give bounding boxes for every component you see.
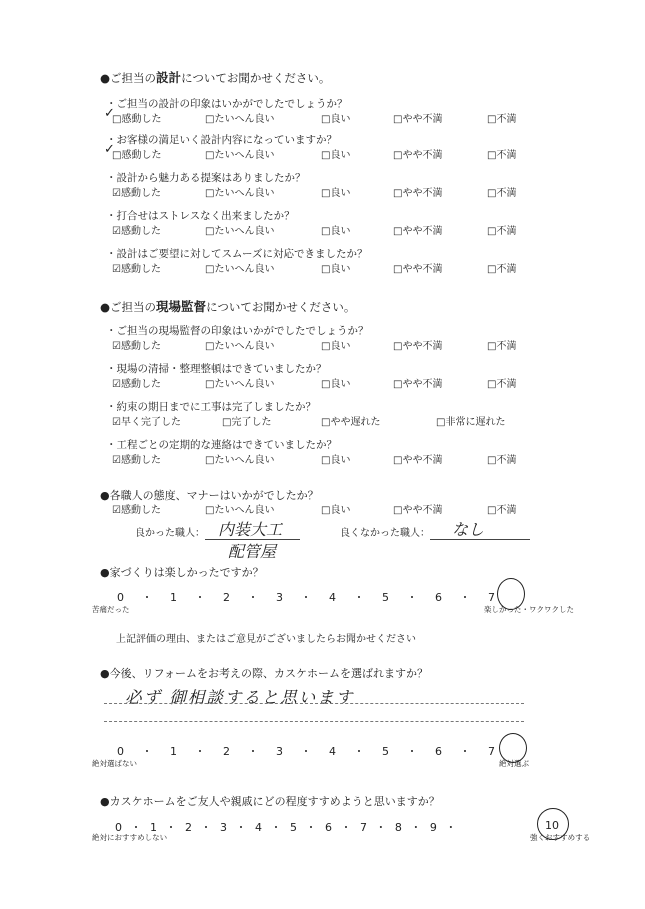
bad-craftsmen-label: 良くなかった職人： bbox=[340, 528, 430, 539]
design-q4-opt-good[interactable]: □良い bbox=[321, 226, 351, 237]
supervisor-q3-opt-early[interactable]: ☑早く完了した bbox=[112, 417, 181, 428]
design-q5-opt-very-good[interactable]: □たいへん良い bbox=[205, 264, 275, 275]
reform-scale: 0 ・ 1 ・ 2 ・ 3 ・ 4 ・ 5 ・ 6 ・ 7 bbox=[117, 745, 495, 758]
recommend-left-label: 絶対におすすめしない bbox=[92, 833, 168, 842]
supervisor-q1-opt-very-good[interactable]: □たいへん良い bbox=[205, 341, 275, 352]
good-craftsmen-label: 良かった職人： bbox=[135, 528, 205, 539]
design-q3: ・設計から魅力ある提案はありましたか？ bbox=[106, 172, 306, 184]
design-q3-opt-very-good[interactable]: □たいへん良い bbox=[205, 188, 275, 199]
design-q2-opt-unsatisfied[interactable]: □不満 bbox=[487, 150, 517, 161]
design-q1-opt-very-good[interactable]: □たいへん良い bbox=[205, 114, 275, 125]
enjoy-question: ●家づくりは楽しかったですか？ bbox=[100, 566, 264, 579]
recommend-scale: 0 ・ 1 ・ 2 ・ 3 ・ 4 ・ 5 ・ 6 ・ 7 ・ 8 ・ 9 ・ bbox=[115, 821, 457, 834]
supervisor-q4: ・工程ごとの定期的な連絡はできていましたか？ bbox=[106, 439, 337, 451]
supervisor-q4-opt-very-good[interactable]: □たいへん良い bbox=[205, 455, 275, 466]
design-q1-opt-unsatisfied[interactable]: □不満 bbox=[487, 114, 517, 125]
supervisor-q3-opt-slightly-late[interactable]: □やや遅れた bbox=[321, 417, 381, 428]
design-q5-opt-slightly-unsatisfied[interactable]: □やや不満 bbox=[393, 264, 443, 275]
design-q2-opt-very-good[interactable]: □たいへん良い bbox=[205, 150, 275, 161]
reform-question: ●今後、リフォームをお考えの際、カスケホームを選ばれますか？ bbox=[100, 667, 429, 680]
enjoy-left-label: 苦痛だった bbox=[92, 605, 130, 614]
design-q5-opt-unsatisfied[interactable]: □不満 bbox=[487, 264, 517, 275]
design-q4: ・打合せはストレスなく出来ましたか？ bbox=[106, 210, 295, 222]
craftsmen-opt-very-good[interactable]: □たいへん良い bbox=[205, 505, 275, 516]
design-q3-opt-slightly-unsatisfied[interactable]: □やや不満 bbox=[393, 188, 443, 199]
design-q5: ・設計はご要望に対してスムーズに対応できましたか？ bbox=[106, 248, 368, 260]
craftsmen-opt-moved[interactable]: ☑感動した bbox=[112, 505, 161, 516]
supervisor-q4-opt-unsatisfied[interactable]: □不満 bbox=[487, 455, 517, 466]
reform-answer-line bbox=[104, 703, 524, 704]
reform-answer[interactable]: 必ず 御相談すると思います bbox=[125, 688, 355, 707]
supervisor-q1-opt-good[interactable]: □良い bbox=[321, 341, 351, 352]
design-q3-opt-good[interactable]: □良い bbox=[321, 188, 351, 199]
design-q3-opt-unsatisfied[interactable]: □不満 bbox=[487, 188, 517, 199]
design-q4-opt-slightly-unsatisfied[interactable]: □やや不満 bbox=[393, 226, 443, 237]
craftsmen-opt-slightly-unsatisfied[interactable]: □やや不満 bbox=[393, 505, 443, 516]
supervisor-q3: ・約束の期日までに工事は完了しましたか？ bbox=[106, 401, 316, 413]
supervisor-q1-opt-moved[interactable]: ☑感動した bbox=[112, 341, 161, 352]
supervisor-q3-opt-completed[interactable]: □完了した bbox=[222, 417, 272, 428]
design-q3-opt-moved[interactable]: ☑感動した bbox=[112, 188, 161, 199]
design-q4-opt-unsatisfied[interactable]: □不満 bbox=[487, 226, 517, 237]
supervisor-q4-opt-moved[interactable]: ☑感動した bbox=[112, 455, 161, 466]
supervisor-section-title: ●ご担当の現場監督についてお聞かせください。 bbox=[100, 299, 356, 314]
reform-right-label: 絶対選ぶ bbox=[499, 759, 529, 768]
good-craftsmen-value-1[interactable]: 内装大工 bbox=[218, 520, 283, 539]
design-q2-opt-moved[interactable]: □感動した bbox=[112, 150, 162, 161]
bad-craftsmen-underline bbox=[430, 539, 530, 540]
supervisor-q2: ・現場の清掃・整理整頓はできていましたか？ bbox=[106, 363, 327, 375]
supervisor-q1: ・ご担当の現場監督の印象はいかがでしたでしょうか？ bbox=[106, 325, 369, 337]
reform-answer-line-2 bbox=[104, 721, 524, 722]
design-q2-opt-slightly-unsatisfied[interactable]: □やや不満 bbox=[393, 150, 443, 161]
supervisor-q1-opt-unsatisfied[interactable]: □不満 bbox=[487, 341, 517, 352]
reform-left-label: 絶対選ばない bbox=[92, 759, 137, 768]
supervisor-q1-opt-slightly-unsatisfied[interactable]: □やや不満 bbox=[393, 341, 443, 352]
enjoy-scale: 0 ・ 1 ・ 2 ・ 3 ・ 4 ・ 5 ・ 6 ・ 7 bbox=[117, 591, 495, 604]
good-craftsmen-value-2[interactable]: 配管屋 bbox=[228, 542, 277, 561]
design-q1-opt-good[interactable]: □良い bbox=[321, 114, 351, 125]
supervisor-q2-opt-unsatisfied[interactable]: □不満 bbox=[487, 379, 517, 390]
design-q1: ・ご担当の設計の印象はいかがでしたでしょうか？ bbox=[106, 98, 348, 110]
design-q5-opt-good[interactable]: □良い bbox=[321, 264, 351, 275]
check-mark-icon: ✓ bbox=[104, 106, 115, 121]
enjoy-right-label: 楽しかった・ワクワクした bbox=[484, 605, 574, 614]
reason-prompt: 上記評価の理由、またはご意見がございましたらお聞かせください bbox=[116, 634, 416, 645]
supervisor-q2-opt-good[interactable]: □良い bbox=[321, 379, 351, 390]
supervisor-q2-opt-slightly-unsatisfied[interactable]: □やや不満 bbox=[393, 379, 443, 390]
design-q4-opt-moved[interactable]: ☑感動した bbox=[112, 226, 161, 237]
design-q2: ・お客様の満足いく設計内容になっていますか？ bbox=[106, 134, 337, 146]
supervisor-q2-opt-very-good[interactable]: □たいへん良い bbox=[205, 379, 275, 390]
check-mark-icon: ✓ bbox=[104, 142, 115, 157]
craftsmen-opt-unsatisfied[interactable]: □不満 bbox=[487, 505, 517, 516]
design-q2-opt-good[interactable]: □良い bbox=[321, 150, 351, 161]
design-q4-opt-very-good[interactable]: □たいへん良い bbox=[205, 226, 275, 237]
craftsmen-opt-good[interactable]: □良い bbox=[321, 505, 351, 516]
design-q1-opt-moved[interactable]: □感動した bbox=[112, 114, 162, 125]
supervisor-q4-opt-good[interactable]: □良い bbox=[321, 455, 351, 466]
supervisor-q3-opt-very-late[interactable]: □非常に遅れた bbox=[436, 417, 506, 428]
supervisor-q2-opt-moved[interactable]: ☑感動した bbox=[112, 379, 161, 390]
recommend-right-label: 強くおすすめする bbox=[530, 833, 591, 842]
recommend-selected-value: 10 bbox=[545, 819, 559, 832]
supervisor-q4-opt-slightly-unsatisfied[interactable]: □やや不満 bbox=[393, 455, 443, 466]
design-q5-opt-moved[interactable]: ☑感動した bbox=[112, 264, 161, 275]
craftsmen-question: ●各職人の態度、マナーはいかがでしたか？ bbox=[100, 489, 319, 502]
design-section-title: ●ご担当の設計についてお聞かせください。 bbox=[100, 70, 331, 85]
recommend-question: ●カスケホームをご友人や親戚にどの程度すすめようと思いますか？ bbox=[100, 795, 440, 808]
design-q1-opt-slightly-unsatisfied[interactable]: □やや不満 bbox=[393, 114, 443, 125]
bad-craftsmen-value[interactable]: なし bbox=[452, 520, 485, 539]
